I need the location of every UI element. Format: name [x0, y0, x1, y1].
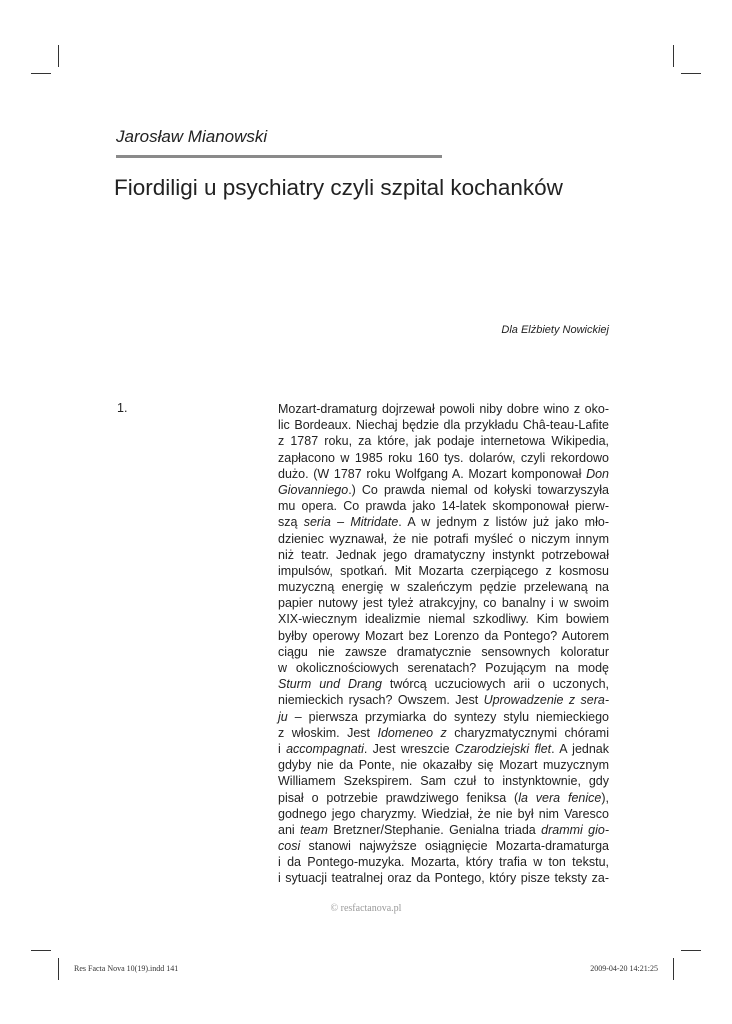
crop-mark — [31, 950, 51, 951]
italic-run: Don — [586, 466, 609, 481]
body-line: niż teatr. Jednak jego dramatyczny instynkt potrzebował — [278, 547, 609, 562]
body-line: lic Bordeaux. Niechaj będzie dla przykładu Châ-teau-Lafite — [278, 418, 609, 433]
crop-mark — [681, 950, 701, 951]
body-line: ju – pierwsza przymiarka do syntezy stylu niemieckiego — [278, 709, 609, 724]
body-line: zapłacono w 1985 roku 160 tys. dolarów, czyli rekordowo — [278, 450, 609, 465]
body-line: Mozart-dramaturg dojrzewał powoli niby dobre wino z oko- — [278, 402, 609, 416]
body-line: szą seria – Mitridate. A w jednym z listów już jako mło- — [278, 515, 609, 530]
body-line: niemieckich rysach? Owszem. Jest Uprowadzenie z sera- — [278, 693, 609, 708]
body-line: XIX-wiecznym idealizmie niemal szkodliwy. Kim bowiem — [278, 612, 609, 627]
italic-run: Giovanniego — [278, 482, 349, 497]
dedication: Dla Elżbiety Nowickiej — [501, 324, 609, 336]
crop-mark — [58, 958, 59, 980]
body-line: Williamem Szekspirem. Sam czuł to instynktownie, gdy — [278, 774, 609, 789]
body-line: ani team Bretzner/Stephanie. Genialna triada drammi gio- — [278, 822, 610, 837]
body-line: Sturm und Drang twórcą uczuciowych arii o uczonych, — [278, 677, 610, 692]
body-line: dzieniec wyznawał, że nie potrafi myśleć o niczym innym — [278, 531, 609, 546]
body-line: cosi stanowi najwyższe osiągnięcie Mozarta-dramaturga — [278, 839, 609, 854]
body-line: gdyby nie da Ponte, nie okazałby się Mozart muzycznym — [278, 758, 609, 773]
italic-run: la vera fenice — [518, 790, 602, 805]
body-line: ciągu nie zawsze dramatycznie sensownych koloratur — [278, 644, 609, 659]
body-line: muzyczną energię w szaleńczym pędzie przelewaną na — [278, 580, 609, 595]
author-name: Jarosław Mianowski — [116, 127, 268, 146]
body-line: i da Pontego-muzyka. Mozarta, który trafia w ton tekstu, — [278, 855, 609, 870]
footer-timestamp: 2009-04-20 14:21:25 — [590, 964, 658, 973]
body-line: impulsów, spotkań. Mit Mozarta czerpiącego z kosmosu — [278, 563, 609, 578]
body-line: z 1787 roku, za które, jak podaje internetowa Wikipedia, — [278, 434, 609, 449]
body-line: dużo. (W 1787 roku Wolfgang A. Mozart komponował Don — [278, 466, 609, 481]
body-line: w okolicznościowych serenatach? Pozującym na modę — [278, 661, 609, 675]
italic-run: Czarodziejski flet — [454, 741, 552, 756]
crop-mark — [681, 73, 701, 74]
crop-mark — [673, 958, 674, 980]
section-number: 1. — [117, 401, 128, 415]
body-line: pisał o potrzebie prawdziwego feniksa (la vera fenice), — [278, 790, 609, 805]
body-line: Giovanniego.) Co prawda niemal od kołyski towarzyszyła — [278, 482, 609, 497]
body-line: byłby operowy Mozart bez Lorenzo da Pontego? Autorem — [278, 628, 609, 643]
body-line: godnego jego charyzmy. Wiedział, że nie był nim Varesco — [278, 806, 609, 821]
italic-run: Idomeneo z — [377, 725, 447, 740]
body-line: i sytuacji teatralnej oraz da Pontego, który pisze teksty za- — [278, 871, 609, 886]
body-line: papier nutowy jest tyleż atrakcyjny, co banalny i w swoim — [278, 596, 609, 611]
italic-run: Uprowadzenie z sera- — [483, 693, 609, 708]
italic-run: seria – Mitridate — [303, 515, 399, 530]
italic-run: drammi gio- — [541, 822, 610, 837]
italic-run: cosi — [278, 839, 301, 854]
crop-mark — [58, 45, 59, 67]
footer-file-info: Res Facta Nova 10(19).indd 141 — [74, 964, 179, 973]
author-rule — [116, 155, 442, 158]
body-line: i accompagnati. Jest wreszcie Czarodziejski flet. A jednak — [278, 741, 610, 756]
crop-mark — [673, 45, 674, 67]
copyright-notice: © resfactanova.pl — [330, 903, 402, 914]
italic-run: accompagnati — [286, 741, 364, 756]
body-line: z włoskim. Jest Idomeneo z charyzmatycznymi chórami — [278, 725, 609, 740]
italic-run: ju — [278, 709, 288, 724]
crop-mark — [31, 73, 51, 74]
body-line: mu opera. Co prawda jako 14-latek skomponował pierw- — [278, 499, 609, 514]
italic-run: Sturm und Drang — [278, 677, 383, 692]
italic-run: team — [300, 822, 328, 837]
body-text — [278, 401, 609, 887]
article-title: Fiordiligi u psychiatry czyli szpital kochanków — [114, 175, 563, 200]
